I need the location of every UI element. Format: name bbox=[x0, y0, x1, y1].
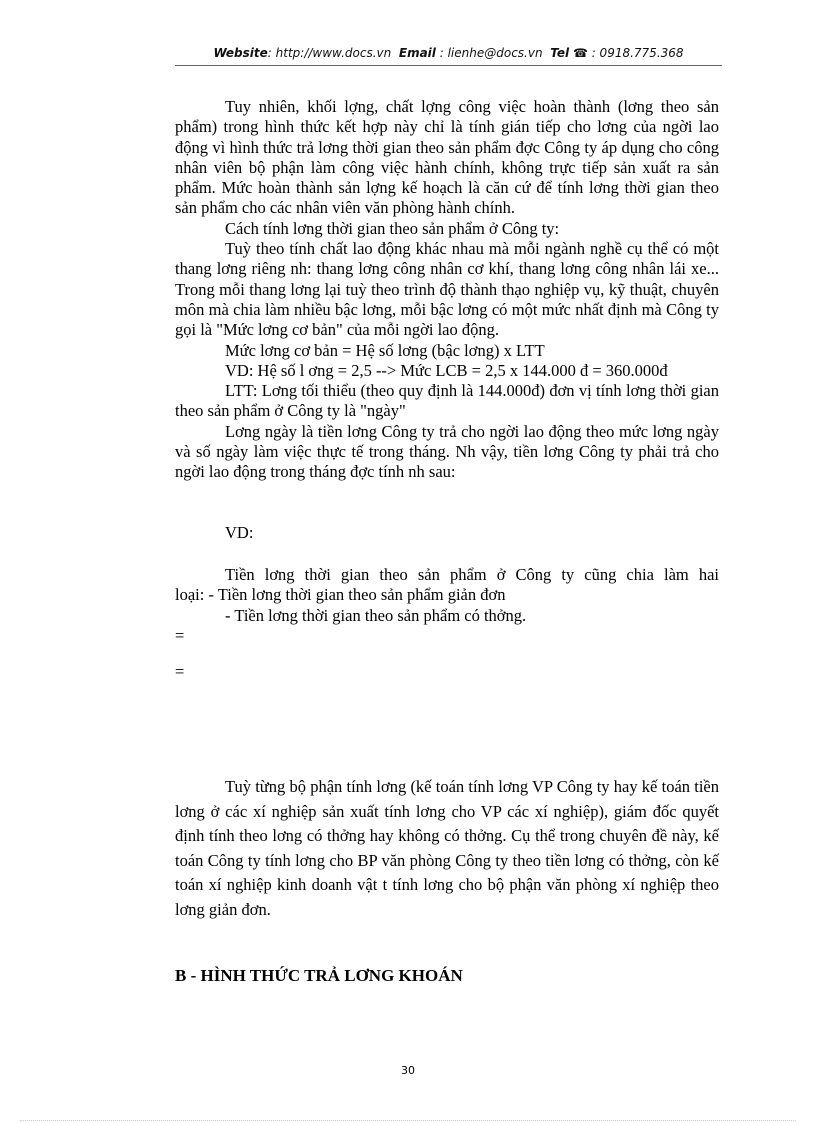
type-line-1 bbox=[175, 585, 719, 605]
example-label: VD: bbox=[225, 522, 254, 542]
website-value[interactable]: : http://www.docs.vn bbox=[267, 46, 392, 60]
paragraph-method-title: Cách tính lơng thời gian theo sản phẩm ở Công ty: bbox=[225, 218, 560, 238]
tel-label: Tel bbox=[550, 46, 570, 60]
paragraph-minimum-wage: LTT: Lơng tối thiểu (theo quy định là 144.000đ) đơn vị tính lơng thời gian theo sản phẩm ở Công ty là "ngày" bbox=[175, 381, 719, 421]
document-body bbox=[175, 97, 719, 682]
paragraph-final: Tuỳ từng bộ phận tính lơng (kế toán tính lơng VP Công ty hay kế toán tiền lơng ở các xí nghiệp sản xuất tính lơng cho VP các xí nghiệp), giám đốc quyết định tính theo lơng có thởng hay không có thởng. Cụ thể trong chuyên đề này, kế toán Công ty tính lơng cho BP văn phòng Công ty theo tiền lơng có thởng, còn kế toán xí nghiệp kinh doanh vật t tính lơng cho bộ phận văn phòng xí nghiệp theo lơng giản đơn. bbox=[175, 777, 719, 919]
footer-divider bbox=[20, 1120, 796, 1121]
paragraph-daily-wage: Lơng ngày là tiền lơng Công ty trả cho ngời lao động theo mức lơng ngày và số ngày làm việc thực tế trong tháng. Nh vậy, tiền lơng Công ty phải trả cho ngời lao động trong tháng đợc tính nh sau: bbox=[175, 421, 719, 482]
page-header bbox=[175, 46, 722, 60]
paragraph-intro: Tuy nhiên, khối lợng, chất lợng công việc hoàn thành (lơng theo sản phẩm) trong hình thức kết hợp này chỉ là tính gián tiếp cho lơng của ngời lao động vì hình thức trả lơng thời gian theo sản phẩm đợc Công ty áp dụng cho công nhân viên bộ phận làm công việc hành chính, không trực tiếp sản xuất ra sản phẩm. Mức hoàn thành sản lợng kế hoạch là căn cứ để tính lơng thời gian theo sản phẩm cho các nhân viên văn phòng hành chính. bbox=[175, 97, 719, 218]
page-number: 30 bbox=[401, 1064, 415, 1077]
paragraph-types-intro: Tiền lơng thời gian theo sản phẩm ở Công ty cũng chia làm hai bbox=[225, 564, 719, 584]
email-value[interactable]: : lienhe@docs.vn bbox=[439, 46, 543, 60]
formula-gap bbox=[175, 483, 719, 523]
equals-sign: = bbox=[175, 625, 185, 645]
paragraph-pay-scale: Tuỳ theo tính chất lao động khác nhau mà mỗi ngành nghề cụ thể có một thang lơng riêng nh: thang lơng công nhân cơ khí, thang lơng công nhân lái xe... Trong mỗi thang lơng lại tuỳ theo trình độ thành thạo nghiệp vụ, kỹ thuật, chuyên môn mà chia làm nhiều bậc lơng, mỗi bậc lơng có một mức nhất định mà Công ty gọi là "Mức lơng cơ bản" của mỗi ngời lao động. bbox=[175, 239, 719, 340]
tel-value: ☎ : 0918.775.368 bbox=[572, 46, 684, 60]
types-prefix: loại: bbox=[175, 585, 205, 605]
website-label: Website bbox=[213, 46, 268, 60]
example-basic-wage: VD: Hệ số l ơng = 2,5 --> Mức LCB = 2,5 x 144.000 đ = 360.000đ bbox=[225, 360, 668, 380]
type-simple: - Tiền lơng thời gian theo sản phẩm giản đơn bbox=[208, 585, 506, 605]
equals-sign: = bbox=[175, 662, 185, 682]
header-divider bbox=[175, 65, 722, 66]
formula-basic-wage: Mức lơng cơ bản = Hệ số lơng (bậc lơng) x LTT bbox=[225, 340, 545, 360]
formula-gap bbox=[175, 543, 719, 565]
section-heading: B - HÌNH THỨC TRẢ LƠNG KHOÁN bbox=[175, 966, 463, 985]
email-label: Email bbox=[398, 46, 436, 60]
formula-gap bbox=[175, 646, 719, 662]
type-bonus: - Tiền lơng thời gian theo sản phẩm có thởng. bbox=[225, 605, 527, 625]
